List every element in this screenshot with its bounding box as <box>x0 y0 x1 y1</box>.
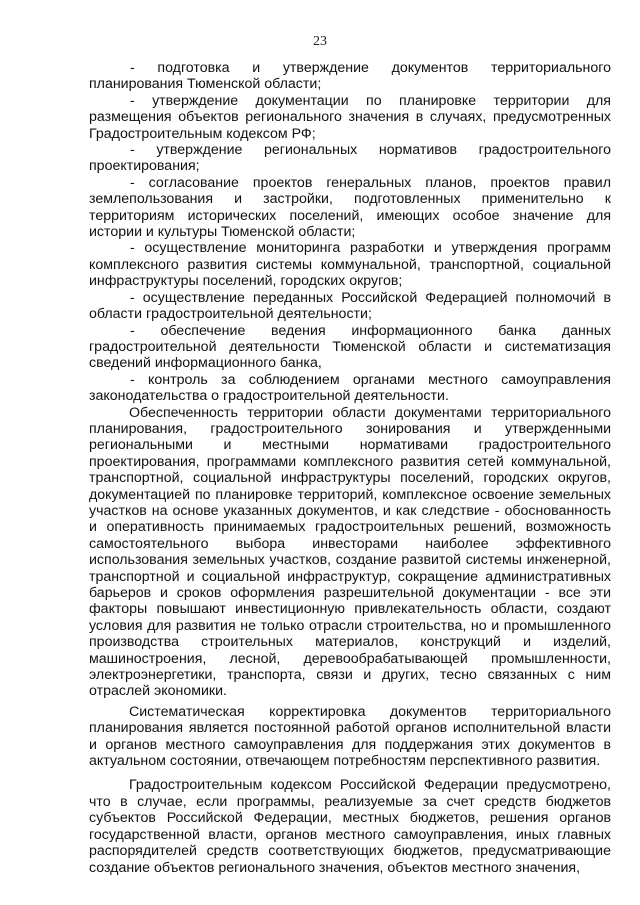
list-item: - подготовка и утверждение документов территориального планирования Тюменской области; <box>89 60 611 93</box>
list-item: - утверждение региональных нормативов градостроительного проектирования; <box>89 142 611 175</box>
body-paragraph: Обеспеченность территории области документами территориального планирования, градостроительного зонирования и утвержденными региональными и местными нормативами градостроительного проектирования, программами комплексного развития сетей коммунальной, транспортной, социальной инфраструктуры поселений, городских округов, документацией по планировке территорий, комплексное освоение земельных участков на основе указанных документов, и как следствие - обоснованность и оперативность принимаемых градостроительных решений, возможность самостоятельного выбора инвесторами наиболее эффективного использования земельных участков, создание развитой системы инженерной, транспортной и социальной инфраструктур, сокращение административных барьеров и сроков оформления разрешительной документации - все эти факторы повышают инвестиционную привлекательность области, создают условия для развития не только отрасли строительства, но и промышленного производства строительных материалов, конструкций и изделий, машиностроения, лесной, деревообрабатывающей промышленности, электроэнергетики, транспорта, связи и других, тесно связанных с ним отраслей экономики. <box>89 404 611 700</box>
list-item: - осуществление переданных Российской Федерацией полномочий в области градостроительной деятельности; <box>89 289 611 323</box>
body-paragraph: Систематическая корректировка документов территориального планирования является постоянной работой органов исполнительной власти и органов местного самоуправления для поддержания этих документов в актуальном состоянии, отвечающем потребностям перспективного развития. <box>89 703 611 770</box>
list-item: - обеспечение ведения информационного банка данных градостроительной деятельности Тюменской области и систематизация сведений информационного банка, <box>89 322 611 372</box>
list-item: - осуществление мониторинга разработки и утверждения программ комплексного развития системы коммунальной, транспортной, социальной инфраструктуры поселений, городских округов; <box>89 240 611 290</box>
list-item: - контроль за соблюдением органами местного самоуправления законодательства о градостроительной деятельности. <box>89 371 611 405</box>
list-item: - утверждение документации по планировке территории для размещения объектов регионального значения в случаях, предусмотренных Градостроительным кодексом РФ; <box>89 92 611 142</box>
document-body <box>89 60 611 876</box>
list-item: - согласование проектов генеральных планов, проектов правил землепользования и застройки, подготовленных применительно к территориям исторических поселений, имеющих особое значение для истории и культуры Тюменской области; <box>89 174 611 241</box>
body-paragraph: Градостроительным кодексом Российской Федерации предусмотрено, что в случае, если программы, реализуемые за счет средств бюджетов субъектов Российской Федерации, местных бюджетов, решения органов государственной власти, органов местного самоуправления, иных главных распорядителей средств соответствующих бюджетов, предусматривающие создание объектов регионального значения, объектов местного значения, <box>89 777 611 876</box>
page-number: 23 <box>313 34 327 49</box>
